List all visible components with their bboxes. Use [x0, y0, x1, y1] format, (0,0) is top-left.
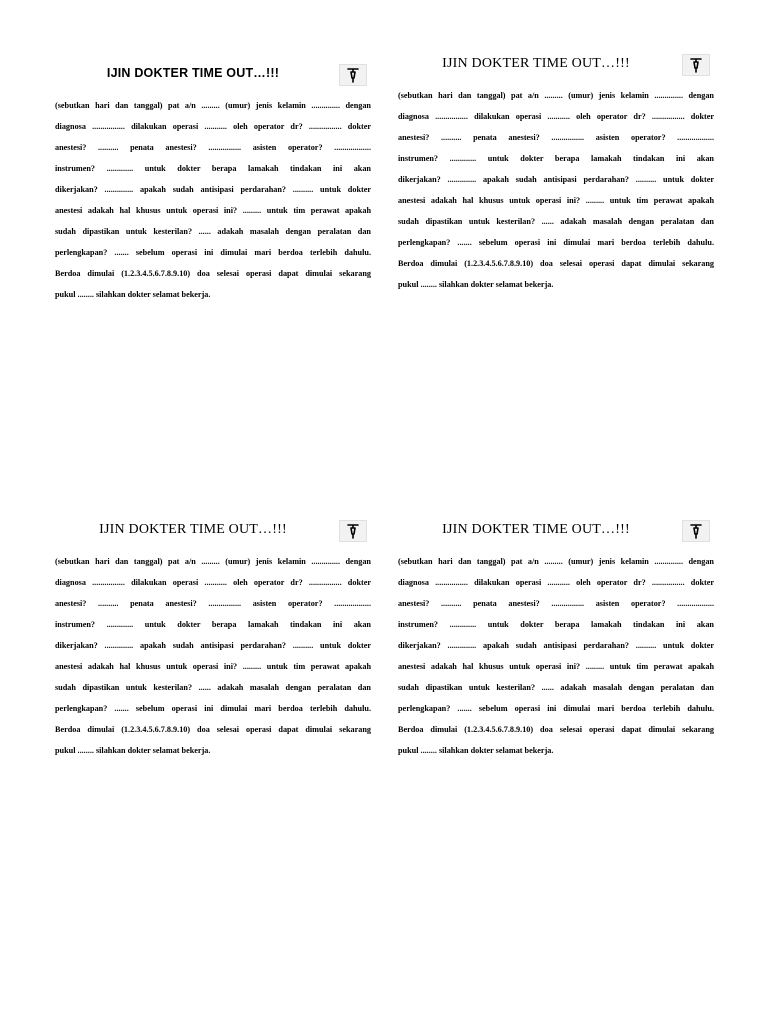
card-line: Berdoa dimulai (1.2.3.4.5.6.7.8.9.10) doa selesai operasi dapat dimulai sekarang	[55, 269, 371, 278]
card-line: pukul ........ silahkan dokter selamat bekerja.	[398, 280, 554, 289]
card-line: pukul ........ silahkan dokter selamat bekerja.	[398, 746, 554, 755]
card-line: pukul ........ silahkan dokter selamat bekerja.	[55, 290, 211, 299]
card-line: diagnosa ................ dilakukan operasi ........... oleh operator dr? ................ dokter	[398, 578, 714, 587]
card-line: perlengkapan? ....... sebelum operasi ini dimulai mari berdoa terlebih dahulu.	[398, 238, 714, 247]
card-line: anestesi adakah hal khusus untuk operasi ini? ......... untuk tim perawat apakah	[55, 662, 371, 671]
card-header	[398, 518, 714, 548]
card-line: Berdoa dimulai (1.2.3.4.5.6.7.8.9.10) doa selesai operasi dapat dimulai sekarang	[55, 725, 371, 734]
card-line: sudah dipastikan untuk kesterilan? ...... adakah masalah dengan peralatan dan	[398, 683, 714, 692]
card-line: sudah dipastikan untuk kesterilan? ...... adakah masalah dengan peralatan dan	[55, 683, 371, 692]
card-line: (sebutkan hari dan tanggal) pat a/n ......... (umur) jenis kelamin .............. dengan	[398, 91, 714, 100]
card-line: (sebutkan hari dan tanggal) pat a/n ......... (umur) jenis kelamin .............. dengan	[398, 557, 714, 566]
card-line: anestesi? .......... penata anestesi? ................ asisten operator? ..................	[398, 133, 714, 142]
card-line: anestesi? .......... penata anestesi? ................ asisten operator? ..................	[55, 143, 371, 152]
card-line: diagnosa ................ dilakukan operasi ........... oleh operator dr? ................ dokter	[55, 578, 371, 587]
syringe-icon	[682, 54, 710, 76]
card-header	[398, 52, 714, 82]
card-line: pukul ........ silahkan dokter selamat bekerja.	[55, 746, 211, 755]
card-line: anestesi? .......... penata anestesi? ................ asisten operator? ..................	[398, 599, 714, 608]
card-line: instrumen? ............. untuk dokter berapa lamakah tindakan ini akan	[55, 620, 371, 629]
card-line: anestesi? .......... penata anestesi? ................ asisten operator? ..................	[55, 599, 371, 608]
card-header	[55, 62, 371, 92]
card-line: dikerjakan? .............. apakah sudah antisipasi perdarahan? .......... untuk dokter	[55, 641, 371, 650]
card-line: perlengkapan? ....... sebelum operasi ini dimulai mari berdoa terlebih dahulu.	[55, 704, 371, 713]
card-body	[55, 551, 371, 761]
card-line: sudah dipastikan untuk kesterilan? ...... adakah masalah dengan peralatan dan	[55, 227, 371, 236]
card-line: Berdoa dimulai (1.2.3.4.5.6.7.8.9.10) doa selesai operasi dapat dimulai sekarang	[398, 725, 714, 734]
time-out-card-2	[398, 52, 714, 295]
card-line: instrumen? ............. untuk dokter berapa lamakah tindakan ini akan	[398, 620, 714, 629]
card-title: IJIN DOKTER TIME OUT…!!!	[99, 522, 287, 537]
card-line: diagnosa ................ dilakukan operasi ........... oleh operator dr? ................ dokter	[55, 122, 371, 131]
card-title: IJIN DOKTER TIME OUT…!!!	[442, 56, 630, 71]
time-out-card-1	[55, 62, 371, 305]
card-body	[55, 95, 371, 305]
card-line: dikerjakan? .............. apakah sudah antisipasi perdarahan? .......... untuk dokter	[398, 641, 714, 650]
card-body	[398, 551, 714, 761]
card-line: Berdoa dimulai (1.2.3.4.5.6.7.8.9.10) doa selesai operasi dapat dimulai sekarang	[398, 259, 714, 268]
card-line: perlengkapan? ....... sebelum operasi ini dimulai mari berdoa terlebih dahulu.	[398, 704, 714, 713]
card-line: diagnosa ................ dilakukan operasi ........... oleh operator dr? ................ dokter	[398, 112, 714, 121]
card-line: perlengkapan? ....... sebelum operasi ini dimulai mari berdoa terlebih dahulu.	[55, 248, 371, 257]
card-line: instrumen? ............. untuk dokter berapa lamakah tindakan ini akan	[55, 164, 371, 173]
syringe-icon	[339, 64, 367, 86]
card-line: instrumen? ............. untuk dokter berapa lamakah tindakan ini akan	[398, 154, 714, 163]
card-line: (sebutkan hari dan tanggal) pat a/n ......... (umur) jenis kelamin .............. dengan	[55, 557, 371, 566]
card-line: (sebutkan hari dan tanggal) pat a/n ......... (umur) jenis kelamin .............. dengan	[55, 101, 371, 110]
card-title: IJIN DOKTER TIME OUT…!!!	[442, 522, 630, 537]
time-out-card-4	[398, 518, 714, 761]
card-line: anestesi adakah hal khusus untuk operasi ini? ......... untuk tim perawat apakah	[398, 662, 714, 671]
time-out-card-3	[55, 518, 371, 761]
card-line: anestesi adakah hal khusus untuk operasi ini? ......... untuk tim perawat apakah	[398, 196, 714, 205]
syringe-icon	[682, 520, 710, 542]
card-line: dikerjakan? .............. apakah sudah antisipasi perdarahan? .......... untuk dokter	[55, 185, 371, 194]
card-line: dikerjakan? .............. apakah sudah antisipasi perdarahan? .......... untuk dokter	[398, 175, 714, 184]
syringe-icon	[339, 520, 367, 542]
card-title: IJIN DOKTER TIME OUT…!!!	[106, 66, 280, 80]
card-line: sudah dipastikan untuk kesterilan? ...... adakah masalah dengan peralatan dan	[398, 217, 714, 226]
card-line: anestesi adakah hal khusus untuk operasi ini? ......... untuk tim perawat apakah	[55, 206, 371, 215]
card-header	[55, 518, 371, 548]
card-body	[398, 85, 714, 295]
